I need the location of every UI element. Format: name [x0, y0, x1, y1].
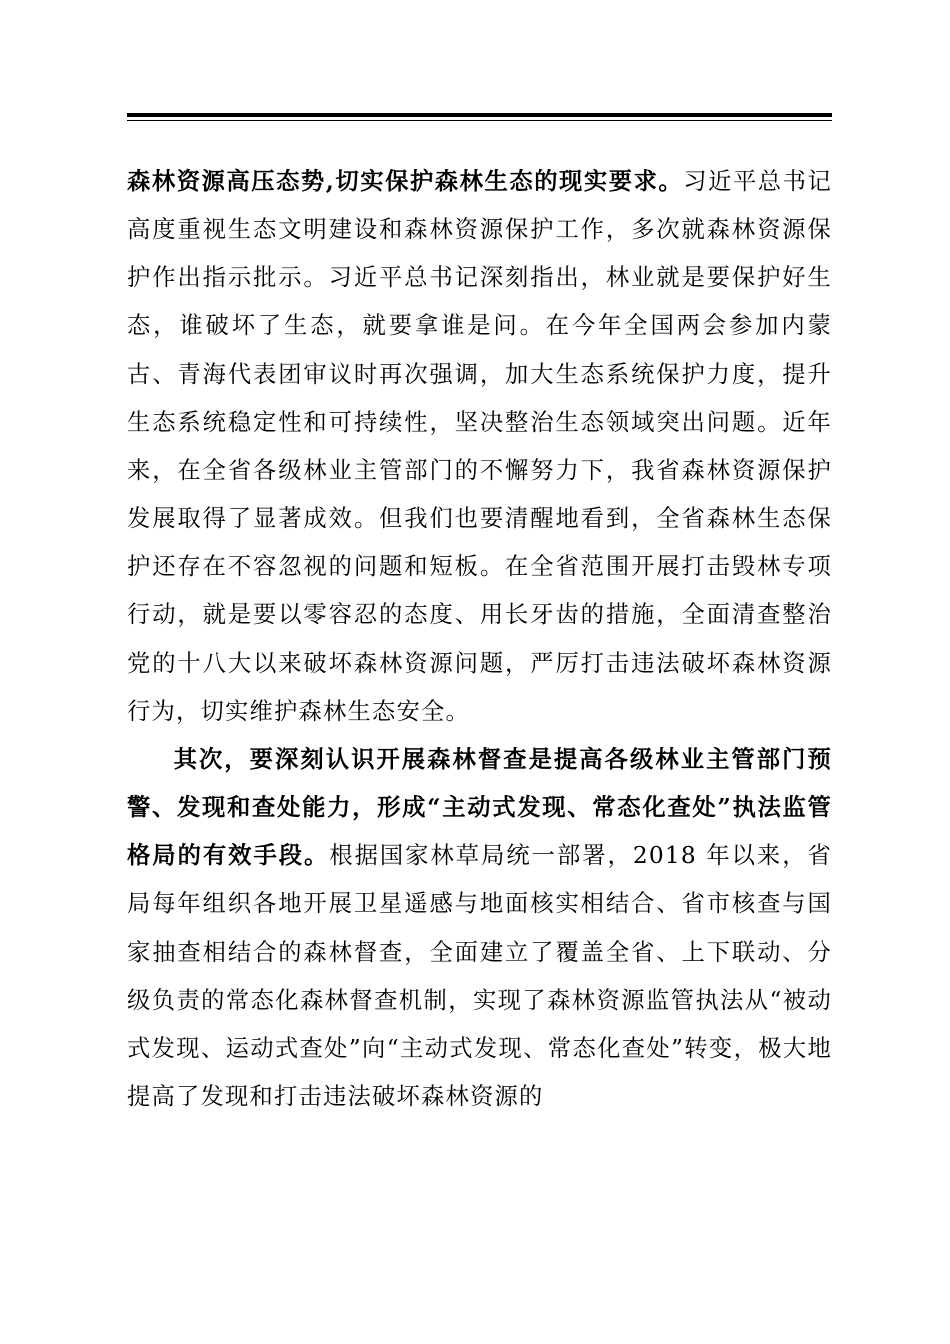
paragraph-2-text: 根据国家林草局统一部署，2018 年以来，省局每年组织各地开展卫星遥感与地面核实相结合、省市核查与国家抽查相结合的森林督查，全面建立了覆盖全省、上下联动、分级负责的常态化森林督查机制，实现了森林资源监管执法从“被动式发现、运动式查处”向“主动式发现、常态化查处”转变，极大地提高了发现和打击违法破坏森林资源的 [127, 842, 832, 1110]
header-rule-thin [127, 120, 832, 121]
paragraph-1 [127, 158, 832, 736]
paragraph-1-text: 习近平总书记高度重视生态文明建设和森林资源保护工作，多次就森林资源保护作出指示批示。习近平总书记深刻指出，林业就是要保护好生态，谁破坏了生态，就要拿谁是问。在今年全国两会参加内蒙古、青海代表团审议时再次强调，加大生态系统保护力度，提升生态系统稳定性和可持续性，坚决整治生态领域突出问题。近年来，在全省各级林业主管部门的不懈努力下，我省森林资源保护发展取得了显著成效。但我们也要清醒地看到，全省森林生态保护还存在不容忽视的问题和短板。在全省范围开展打击毁林专项行动，就是要以零容忍的态度、用长牙齿的措施，全面清查整治党的十八大以来破坏森林资源问题，严厉打击违法破坏森林资源行为，切实维护森林生态安全。 [127, 168, 832, 725]
paragraph-2 [127, 736, 832, 1121]
document-body [127, 158, 832, 1121]
header-rule-thick [127, 113, 832, 117]
paragraph-1-bold-lead: 森林资源高压态势,切实保护森林生态的现实要求。 [127, 168, 684, 195]
paragraph-2-bold-lead: 其次，要深刻认识开展森林督查是提高各级林业主管部门预警、发现和查处能力，形成“主动式发现、常态化查处”执法监管格局的有效手段。 [127, 745, 832, 870]
